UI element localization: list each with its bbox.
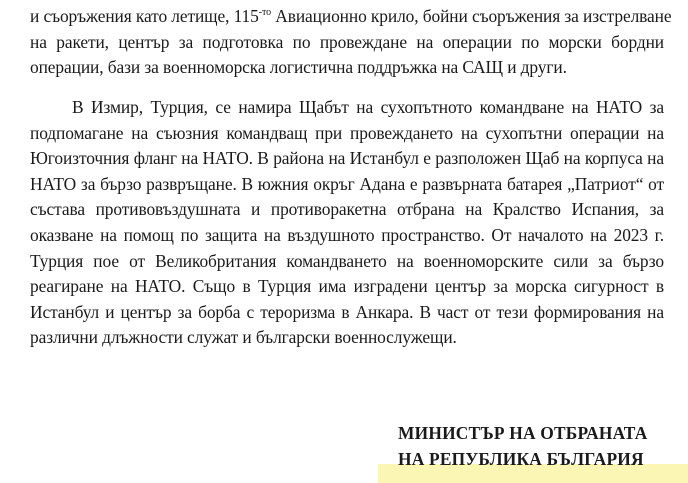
signature-block — [398, 420, 648, 472]
paragraph-2-line-6: оказване на помощ по защита на въздушното пространство. От началото на 2023 г. — [30, 224, 664, 245]
paragraph-1 — [30, 4, 672, 81]
paragraph-2 — [30, 95, 664, 351]
paragraph-2-line-9: Истанбул и център за борба с тероризма в Анкара. В част от тези формирования на — [30, 301, 664, 322]
paragraph-2-line-10: различни длъжности служат и български военнослужещи. — [30, 327, 457, 348]
signature-title-line-2: НА РЕПУБЛИКА БЪЛГАРИЯ — [398, 449, 644, 469]
paragraph-1-line-2: на ракети, център за подготовка по провеждане на операции по морски бордни — [30, 31, 664, 52]
paragraph-2-line-1: В Измир, Турция, се намира Щабът на сухопътното командване на НАТО за — [72, 97, 664, 117]
signature-title-line-1: МИНИСТЪР НА ОТБРАНАТА — [398, 423, 648, 443]
paragraph-2-line-5: състава противовъздушната и противоракетна отбрана на Кралство Испания, за — [30, 199, 664, 220]
paragraph-1-line-1 — [30, 4, 672, 30]
paragraph-2-line-4: НАТО за бързо развръщане. В южния окръг Адана е развърната батарея „Патриот“ от — [30, 173, 664, 194]
line-1-text-b: Авиационно крило, бойни съоръжения за изстрелване — [271, 6, 672, 26]
paragraph-1-line-3: операции, бази за военноморска логистична поддръжка на САЩ и други. — [30, 57, 567, 78]
paragraph-2-line-3: Югоизточния фланг на НАТО. В района на Истанбул е разположен Щаб на корпуса на — [30, 148, 664, 169]
paragraph-2-line-8: реагиране на НАТО. Също в Турция има изградени център за морска сигурност в — [30, 276, 664, 297]
paragraph-2-line-2: подпомагане на съюзния командващ при провеждането на сухопътни операции на — [30, 122, 664, 143]
ordinal-superscript: -то — [258, 7, 272, 18]
line-1-text-a: и съоръжения като летище, 115 — [30, 6, 259, 26]
paragraph-2-line-7: Турция пое от Великобритания командването на военноморските сили за бързо — [30, 250, 664, 271]
